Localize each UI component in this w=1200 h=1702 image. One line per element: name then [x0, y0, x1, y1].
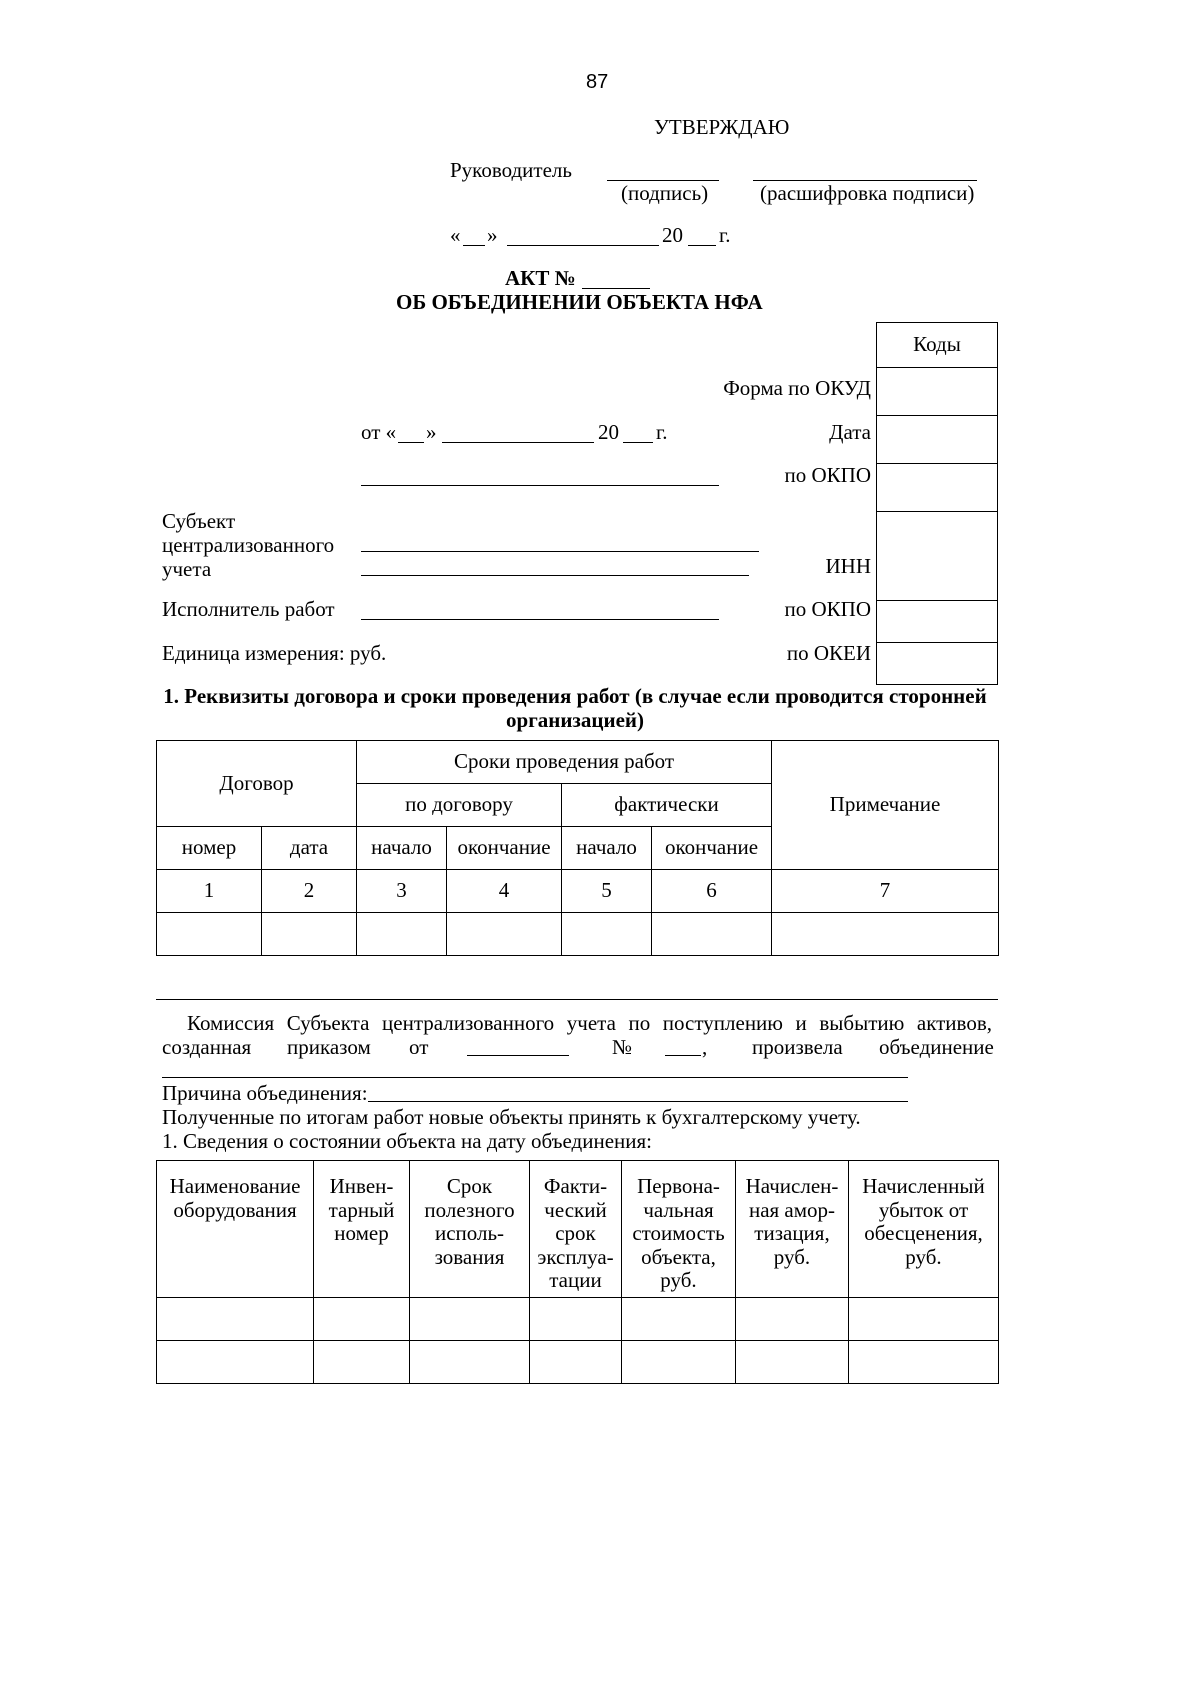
label-okpo2: по ОКПО — [784, 597, 871, 621]
label-okei: по ОКЕИ — [786, 641, 871, 665]
act-year-prefix: 20 — [598, 420, 619, 444]
approval-day-line[interactable] — [463, 245, 485, 246]
section1-title-line2: организацией) — [506, 708, 644, 732]
commission-performed: произвела — [752, 1035, 843, 1059]
date-header: дата — [262, 827, 357, 870]
table-row[interactable] — [157, 1341, 999, 1384]
executor-line[interactable] — [361, 619, 719, 620]
act-month-line[interactable] — [442, 442, 594, 443]
signature-caption: (подпись) — [621, 181, 709, 205]
commission-line1: Комиссия Субъекта централизованного учета по поступлению и выбытию активов, — [187, 1011, 992, 1035]
act-year-suffix: г. — [656, 420, 668, 444]
approval-quote-close: » — [487, 223, 498, 247]
approval-month-line[interactable] — [507, 245, 659, 246]
code-inn-cell[interactable] — [877, 512, 998, 601]
approval-year-prefix: 20 — [662, 223, 683, 247]
initial-cost-header: Первона- чальная стоимость объекта, руб. — [622, 1161, 736, 1298]
object-state-table — [156, 1160, 999, 1384]
table-row[interactable] — [157, 1298, 999, 1341]
decoding-caption: (расшифровка подписи) — [760, 181, 975, 205]
subject-label: Субъект централизованного учета — [162, 509, 335, 581]
impairment-header: Начисленный убыток от обесценения, руб. — [849, 1161, 999, 1298]
end-header: окончание — [447, 827, 562, 870]
note-header: Примечание — [772, 741, 999, 870]
act-date-prefix: от « — [361, 420, 397, 444]
actual-start-header: начало — [562, 827, 652, 870]
order-date-line[interactable] — [467, 1055, 569, 1056]
codes-header: Коды — [877, 323, 998, 368]
unit-label: Единица измерения: руб. — [162, 641, 387, 665]
approval-year-line[interactable] — [688, 245, 716, 246]
commission-by-order: приказом — [287, 1035, 371, 1059]
useful-life-header: Срок полезного исполь- зования — [410, 1161, 530, 1298]
act-subtitle: ОБ ОБЪЕДИНЕНИИ ОБЪЕКТА НФА — [396, 290, 763, 314]
act-year-line[interactable] — [623, 442, 653, 443]
code-okpo-cell[interactable] — [877, 464, 998, 512]
commission-from: от — [409, 1035, 429, 1059]
act-quote-close: » — [426, 420, 437, 444]
order-number-line[interactable] — [665, 1055, 701, 1056]
label-okud: Форма по ОКУД — [723, 376, 871, 400]
label-date: Дата — [829, 420, 871, 444]
code-date-cell[interactable] — [877, 416, 998, 464]
contract-table — [156, 740, 999, 956]
reason-line[interactable] — [368, 1101, 908, 1102]
approval-year-suffix: г. — [719, 223, 731, 247]
code-okpo2-cell[interactable] — [877, 601, 998, 643]
contract-header: Договор — [157, 741, 357, 827]
label-okpo: по ОКПО — [784, 463, 871, 487]
section2-title: 1. Сведения о состоянии объекта на дату объединения: — [162, 1129, 652, 1153]
by-contract-header: по договору — [357, 784, 562, 827]
table-row[interactable] — [157, 913, 999, 956]
page-number: 87 — [586, 71, 609, 93]
reason-label: Причина объединения: — [162, 1081, 368, 1105]
section1-title-line1: 1. Реквизиты договора и сроки проведения работ (в случае если проводится сторонней — [163, 684, 987, 708]
approval-title: УТВЕРЖДАЮ — [654, 115, 790, 139]
commission-num: № — [612, 1035, 633, 1059]
commission-created: созданная — [162, 1035, 252, 1059]
code-okei-cell[interactable] — [877, 643, 998, 685]
work-periods-header: Сроки проведения работ — [357, 741, 772, 784]
organization-line[interactable] — [361, 485, 719, 486]
approval-quote-open: « — [450, 223, 461, 247]
commission-comma: , — [702, 1035, 708, 1059]
separator-line — [156, 999, 998, 1000]
label-inn: ИНН — [825, 554, 871, 578]
commission-merging: объединение — [879, 1035, 994, 1059]
act-day-line[interactable] — [398, 442, 424, 443]
actual-header: фактически — [562, 784, 772, 827]
act-number-line[interactable] — [582, 288, 650, 289]
subject-line-1[interactable] — [361, 551, 759, 552]
column-numbers-row: 1 2 3 4 5 6 7 — [157, 870, 999, 913]
head-label: Руководитель — [450, 158, 572, 182]
object-line[interactable] — [162, 1077, 908, 1078]
start-header: начало — [357, 827, 447, 870]
codes-table — [876, 322, 998, 685]
inventory-number-header: Инвен- тарный номер — [314, 1161, 410, 1298]
accepted-text: Полученные по итогам работ новые объекты принять к бухгалтерскому учету. — [162, 1105, 861, 1129]
equipment-name-header: Наименование оборудования — [157, 1161, 314, 1298]
number-header: номер — [157, 827, 262, 870]
actual-end-header: окончание — [652, 827, 772, 870]
actual-operation-header: Факти- ческий срок эксплуа- тации — [530, 1161, 622, 1298]
executor-label: Исполнитель работ — [162, 597, 335, 621]
code-okud-cell[interactable] — [877, 368, 998, 416]
depreciation-header: Начислен- ная амор- тизация, руб. — [736, 1161, 849, 1298]
act-title: АКТ № — [505, 266, 576, 290]
subject-line-2[interactable] — [361, 575, 749, 576]
